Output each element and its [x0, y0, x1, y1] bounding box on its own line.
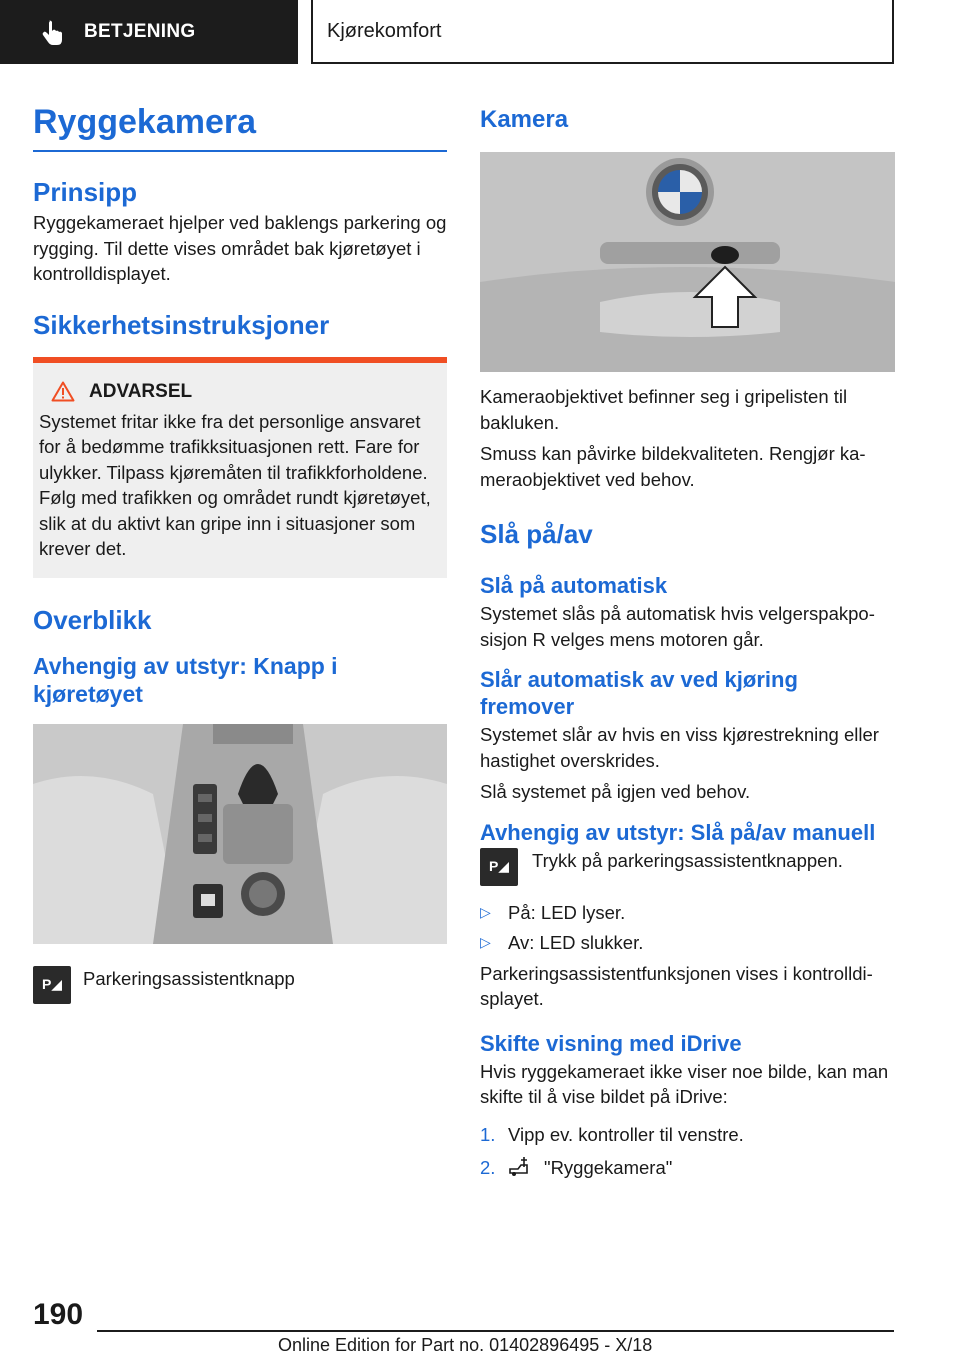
overview-heading: Overblikk: [33, 604, 152, 635]
right-column: [480, 100, 895, 1189]
auto-on-heading: Slå på automatisk: [480, 573, 668, 598]
auto-off-text-1: Systemet slår av hvis en viss kjørestrekning eller hastighet overskrides.: [480, 724, 879, 771]
triangle-bullet-icon: ▷: [480, 903, 491, 920]
triangle-bullet-icon: ▷: [480, 934, 491, 950]
footer-edition: Online Edition for Part no. 01402896495 - X/18: [278, 1335, 653, 1355]
button-legend: [33, 966, 447, 1004]
warning-title: ADVARSEL: [89, 380, 193, 402]
camera-text-2: Smuss kan påvirke bildekvaliteten. Rengjør kameraobjektivet ved behov.: [480, 443, 866, 490]
warning-text: Systemet fritar ikke fra det personlige ansvaret for å bedømme trafikksituasjonen rett. Fare for ulykker. Tilpass kjøremåten til trafikkforholdene. Følg med trafikken og området rundt kjøretøyet, slik at du aktivt kan gripe inn i situasjoner som krever det.: [39, 410, 431, 559]
list-item: ▷ På: LED lyser.: [480, 900, 895, 926]
warning-box: [33, 357, 447, 578]
footer-divider: [97, 1330, 894, 1332]
camera-photo: [480, 152, 895, 372]
left-column: [33, 100, 447, 1004]
header-chapter-label: Kjørekomfort: [327, 19, 442, 42]
header-chapter-tab: [311, 0, 894, 64]
steps-list: [480, 1122, 895, 1181]
list-item: 1. Vipp ev. kontroller til venstre.: [480, 1123, 744, 1145]
switch-heading: Skifte visning med iDrive: [480, 1030, 742, 1056]
center-console-photo: [33, 724, 447, 944]
manual-heading: Avhengig av utstyr: Slå på/av manuell: [480, 819, 876, 845]
equipment-heading: Avhengig av utstyr: Knapp i kjøretøyet: [33, 652, 338, 707]
parking-assist-icon: P◢: [480, 848, 518, 886]
list-item: ▷ Av: LED slukker.: [480, 930, 895, 956]
auto-off-text-2: Slå systemet på igjen ved behov.: [480, 781, 751, 802]
warning-triangle-icon: [51, 381, 75, 402]
manual-text-2: Parkeringsassistentfunksjonen vises i kontrolldisplayet.: [480, 962, 873, 1009]
page-title: Ryggekamera: [33, 100, 447, 152]
auto-off-heading: Slår automatisk av ved kjøring fremover: [480, 667, 798, 719]
manual-text: Trykk på parkeringsassistentknappen.: [532, 849, 843, 871]
button-legend-label: Parkeringsassistentknapp: [83, 967, 295, 989]
camera-text-1: Kameraobjektivet befinner seg i gripelisten til bakluken.: [480, 386, 848, 433]
principle-text: Ryggekameraet hjelper ved baklengs parkering og rygging. Til dette vises området bak kjøretøyet i kontrolldisplayet.: [33, 212, 447, 284]
rear-camera-icon: [508, 1155, 534, 1177]
onoff-heading: Slå på/av: [480, 519, 593, 549]
safety-heading: Sikkerhetsinstruksjoner: [33, 309, 330, 340]
principle-heading: Prinsipp: [33, 177, 138, 207]
page-number: 190: [33, 1298, 84, 1331]
manual-row: [480, 848, 895, 886]
list-item: 2. "Ryggekamera": [480, 1157, 673, 1178]
led-status-list: [480, 900, 895, 956]
header-section-label: BETJENING: [84, 21, 196, 42]
switch-text: Hvis ryggekameraet ikke viser noe bilde, kan man skifte til å vise bildet på iDrive:: [480, 1060, 889, 1107]
camera-heading: Kamera: [480, 106, 569, 133]
parking-assist-icon: P◢: [33, 966, 71, 1004]
hand-pointer-icon: [40, 19, 66, 45]
warning-title-row: [51, 381, 439, 403]
auto-on-text: Systemet slås på automatisk hvis velgerspakposisjon R velges mens motoren går.: [480, 603, 875, 650]
header-section-tab: [0, 0, 298, 64]
